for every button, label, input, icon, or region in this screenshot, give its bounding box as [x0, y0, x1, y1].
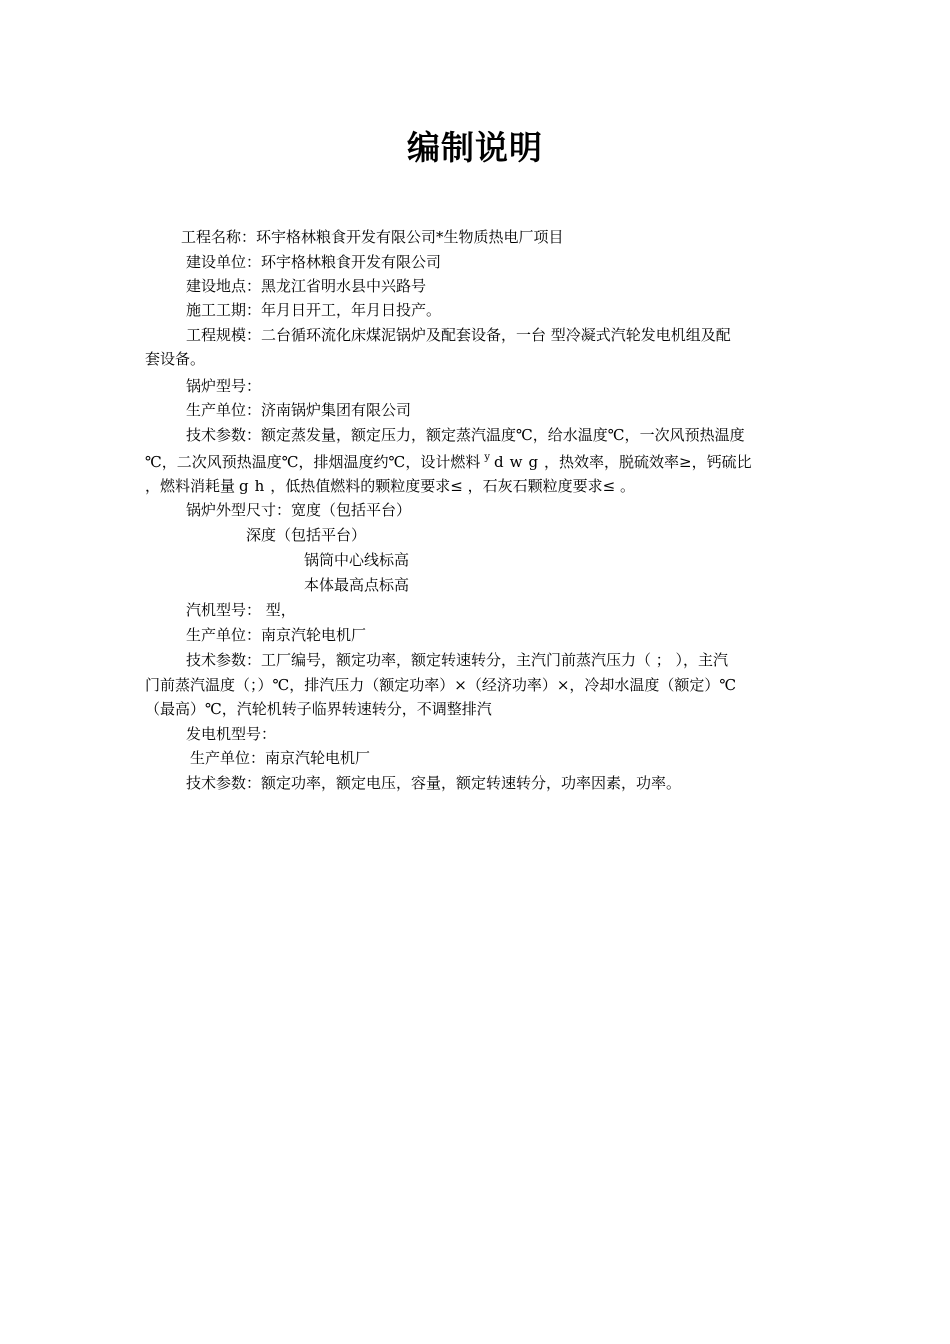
boiler-dim-width-line: 锅炉外型尺寸：宽度（包括平台） — [186, 501, 412, 519]
boiler-model-line: 锅炉型号： — [186, 377, 262, 395]
boiler-maker-line: 生产单位：济南锅炉集团有限公司 — [186, 401, 412, 419]
turbine-model-line: 汽机型号： 型， — [186, 601, 296, 619]
fuel-unit: gh — [239, 477, 271, 495]
builder-line: 建设单位：环宇格林粮食开发有限公司 — [186, 253, 442, 271]
boiler-params-line-3 — [145, 474, 635, 498]
turbine-params-line-2: 门前蒸汽温度（；）℃，排汽压力（额定功率）×（经济功率）×，冷却水温度（额定）℃ — [145, 676, 737, 694]
document-title: 编制说明 — [407, 128, 543, 167]
boiler-params-line: 技术参数：额定蒸发量，额定压力，额定蒸汽温度℃，给水温度℃，一次风预热温度 — [186, 426, 745, 444]
turbine-params-line: 技术参数：工厂编号，额定功率，额定转速转分，主汽门前蒸汽压力（ ； ），主汽 — [186, 651, 729, 669]
scale-line-cont: 套设备。 — [145, 350, 206, 368]
boiler-params-text-c: ，热效率，脱硫效率≥，钙硫比 — [544, 453, 752, 471]
generator-maker-line: 生产单位：南京汽轮电机厂 — [190, 749, 371, 767]
scale-line: 工程规模：二台循环流化床煤泥锅炉及配套设备，一台 型冷凝式汽轮发电机组及配 — [186, 326, 731, 344]
drum-elevation-line: 锅筒中心线标高 — [304, 551, 410, 569]
generator-model-line: 发电机型号： — [186, 725, 277, 743]
generator-params-line: 技术参数：额定功率，额定电压，容量，额定转速转分，功率因素，功率。 — [186, 774, 682, 792]
boiler-params-text-d: ，燃料消耗量 — [145, 477, 236, 495]
boiler-dim-depth-line: 深度（包括平台） — [246, 526, 367, 544]
top-elevation-line: 本体最高点标高 — [304, 576, 410, 594]
turbine-maker-line: 生产单位：南京汽轮电机厂 — [186, 626, 367, 644]
turbine-params-line-3: （最高）℃，汽轮机转子临界转速转分，不调整排汽 — [145, 700, 492, 718]
fuel-superscript: y — [484, 452, 490, 463]
schedule-line: 施工工期：年月日开工，年月日投产。 — [186, 301, 442, 319]
boiler-params-text-a: ℃，二次风预热温度℃，排烟温度约℃，设计燃料 — [145, 453, 481, 471]
project-name-line: 工程名称：环宇格林粮食开发有限公司*生物质热电厂项目 — [181, 228, 564, 246]
location-line: 建设地点：黑龙江省明水县中兴路号 — [186, 277, 427, 295]
boiler-params-text-e: ，低热值燃料的颗粒度要求≤ ，石灰石颗粒度要求≤ 。 — [270, 477, 635, 495]
fuel-subscript: dwg — [494, 453, 545, 471]
boiler-params-line-2 — [145, 450, 752, 477]
